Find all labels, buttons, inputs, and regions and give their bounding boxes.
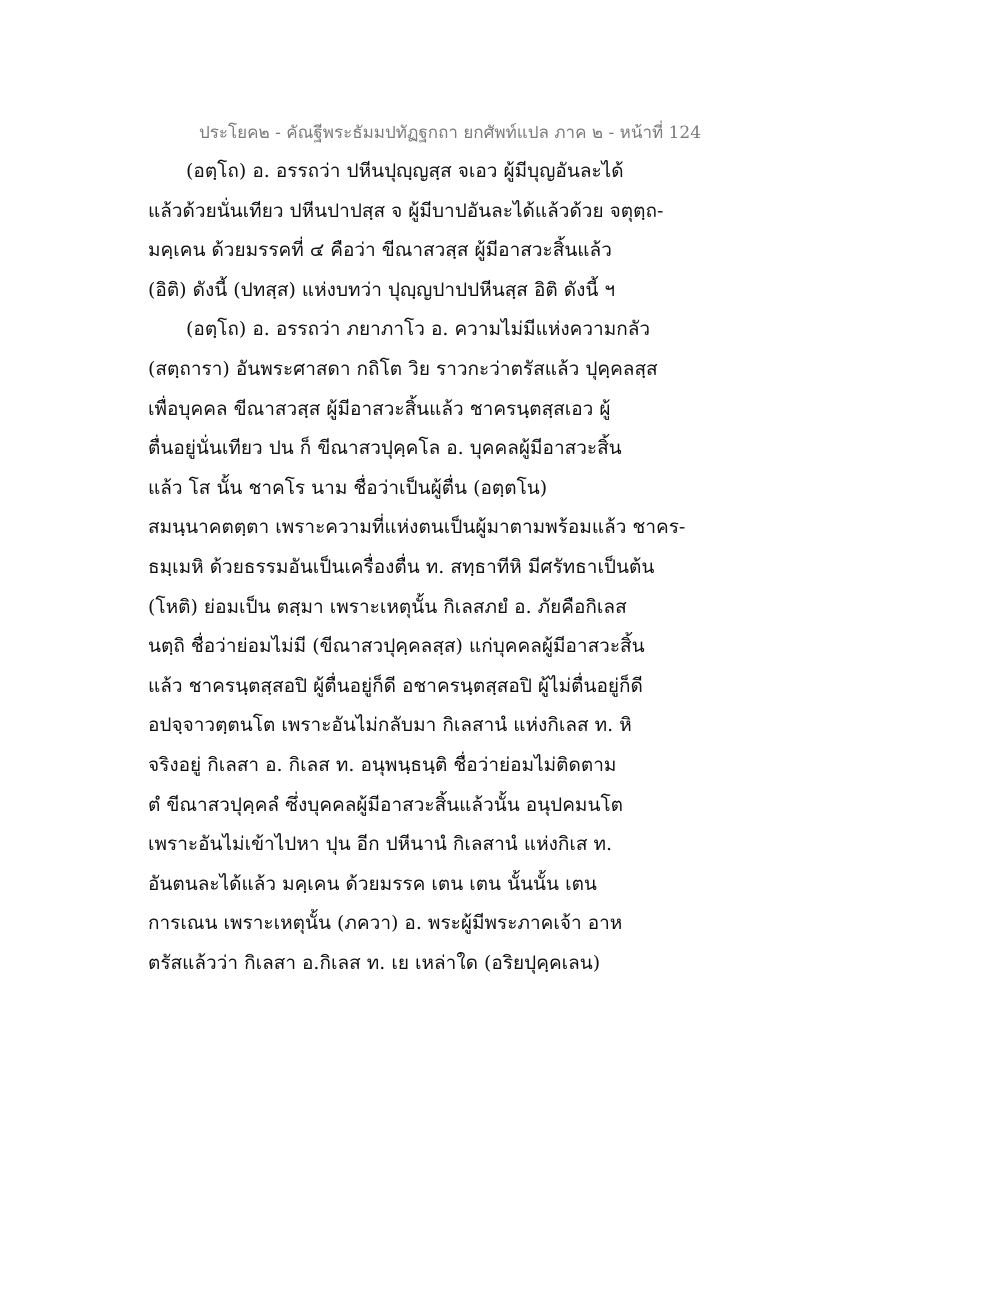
text-line: (สตฺถารา) อันพระศาสดา กถิโต วิย ราวกะว่าตรัสแล้ว ปุคฺคลสฺส (148, 357, 658, 380)
text-line: สมนฺนาคตตฺตา เพราะความที่แห่งตนเป็นผู้มาตามพร้อมแล้ว ชาคร- (148, 516, 686, 539)
text-line: ตื่นอยู่นั่นเทียว ปน ก็ ขีณาสวปุคฺคโล อ. บุคคลผู้มีอาสวะสิ้น (148, 437, 622, 460)
page-header: ประโยค๒ - คัณฐีพระธัมมปทัฏฐกถา ยกศัพท์แปล ภาค ๒ - หน้าที่ 124 (198, 123, 702, 143)
text-line: อันตนละได้แล้ว มคฺเคน ด้วยมรรค เตน เตน นั้นนั้น เตน (148, 872, 597, 895)
text-line: ธมฺเมหิ ด้วยธรรมอันเป็นเครื่องตื่น ท. สทฺธาทีหิ มีศรัทธาเป็นต้น (148, 555, 655, 578)
text-line: เพราะอันไม่เข้าไปหา ปุน อีก ปหีนานํ กิเลสานํ แห่งกิเส ท. (148, 833, 613, 856)
body-text (148, 152, 686, 983)
text-line: ตํ ขีณาสวปุคฺคลํ ซึ่งบุคคลผู้มีอาสวะสิ้นแล้วนั้น อนุปคมนโต (148, 793, 623, 816)
text-line: (อิติ) ดังนี้ (ปทสฺส) แห่งบทว่า ปุญฺญปาปปหีนสฺส อิติ ดังนี้ ฯ (148, 278, 616, 301)
text-line: อปจฺจาวตฺตนโต เพราะอันไม่กลับมา กิเลสานํ แห่งกิเลส ท. หิ (148, 714, 632, 737)
text-line: จริงอยู่ กิเลสา อ. กิเลส ท. อนุพนฺธนฺติ ชื่อว่าย่อมไม่ติดตาม (148, 753, 617, 776)
text-line: การเณน เพราะเหตุนั้น (ภควา) อ. พระผู้มีพระภาคเจ้า อาห (148, 912, 623, 935)
text-line: เพื่อบุคคล ขีณาสวสฺส ผู้มีอาสวะสิ้นแล้ว ชาครนฺตสฺสเอว ผู้ (148, 397, 611, 420)
text-line: (อตฺโถ) อ. อรรถว่า ปหีนปุญฺญสฺส จเอว ผู้มีบุญอันละได้ (186, 160, 624, 182)
text-line: มคฺเคน ด้วยมรรคที่ ๔ คือว่า ขีณาสวสฺส ผู้มีอาสวะสิ้นแล้ว (148, 239, 612, 262)
text-line: แล้ว ชาครนฺตสฺสอปิ ผู้ตื่นอยู่ก็ดี อชาครนฺตสฺสอปิ ผู้ไม่ตื่นอยู่ก็ดี (148, 674, 643, 697)
text-line: นตฺถิ ชื่อว่าย่อมไม่มี (ขีณาสวปุคฺคลสฺส) แก่บุคคลผู้มีอาสวะสิ้น (148, 635, 645, 658)
text-line: แล้ว โส นั้น ชาคโร นาม ชื่อว่าเป็นผู้ตื่น (อตฺตโน) (148, 476, 548, 499)
text-line: ตรัสแล้วว่า กิเลสา อ.กิเลส ท. เย เหล่าใด (อริยปุคฺคเลน) (148, 951, 601, 974)
text-line: (โหติ) ย่อมเป็น ตสฺมา เพราะเหตุนั้น กิเลสภยํ อ. ภัยคือกิเลส (148, 595, 627, 618)
text-line: (อตฺโถ) อ. อรรถว่า ภยาภาโว อ. ความไม่มีแห่งความกลัว (186, 318, 651, 341)
text-line: แล้วด้วยนั่นเทียว ปหีนปาปสฺส จ ผู้มีบาปอันละได้แล้วด้วย จตุตฺถ- (148, 199, 664, 222)
